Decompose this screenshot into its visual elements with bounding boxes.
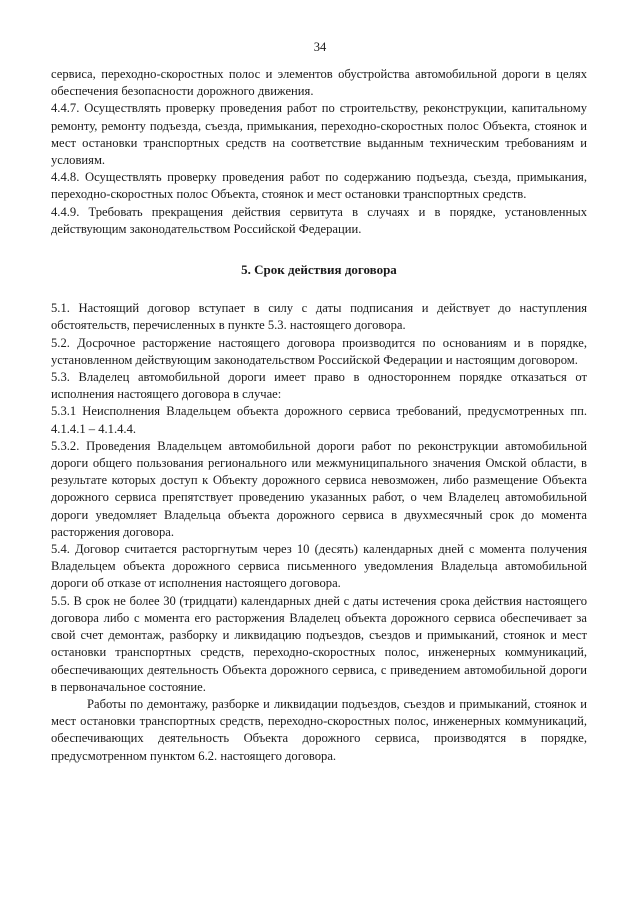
paragraph-5-1: 5.1. Настоящий договор вступает в силу с даты подписания и действует до наступления обстоятельств, перечисленных в пункте 5.3. настоящего договора. (51, 301, 587, 333)
paragraph-4-4-7: 4.4.7. Осуществлять проверку проведения работ по строительству, реконструкции, капитальному ремонту, ремонту подъезда, съезда, примыкания, переходно-скоростных полос Объекта, стоянок и мест остановки транспортных средств на соответствие выданным техническим требованиям и условиям. (51, 101, 587, 168)
document-body (51, 66, 587, 765)
paragraph-4-4-8: 4.4.8. Осуществлять проверку проведения работ по содержанию подъезда, съезда, примыкания, переходно-скоростных полос Объекта, стоянок и мест остановки транспортных средств. (51, 170, 587, 202)
paragraph-continuation: сервиса, переходно-скоростных полос и элементов обустройства автомобильной дороги в целях обеспечения безопасности дорожного движения. (51, 67, 587, 99)
section-heading: 5. Срок действия договора (241, 262, 397, 278)
paragraph-5-5: 5.5. В срок не более 30 (тридцати) календарных дней с даты истечения срока действия настоящего договора либо с момента его расторжения Владелец объекта дорожного сервиса обеспечивает за свой счет демонтаж, разборку и ликвидацию подъездов, съездов и примыканий, стоянок и мест остановки транспортных средств, переходно-скоростных полос, инженерных коммуникаций, обеспечивающих деятельность Объекта дорожного сервиса, с приведением автомобильной дороги в первоначальное состояние. (51, 593, 587, 694)
paragraph-5-3-2: 5.3.2. Проведения Владельцем автомобильной дороги работ по реконструкции автомобильной дороги общего пользования регионального или межмуниципального значения Омской области, в результате которых доступ к Объекту дорожного сервиса невозможен, либо размещение Объекта дорожного сервиса препятствует проведению указанных работ, о чем Владелец автомобильной дороги уведомляет Владельца объекта дорожного сервиса в двухмесячный срок до момента расторжения договора. (51, 438, 587, 539)
paragraph-dismantling-works: Работы по демонтажу, разборке и ликвидации подъездов, съездов и примыканий, стоянок и мест остановки транспортных средств, переходно-скоростных полос, инженерных коммуникаций, обеспечивающих деятельность Объекта дорожного сервиса, производятся в порядке, предусмотренном пунктом 6.2. настоящего договора. (51, 696, 587, 763)
paragraph-4-4-9: 4.4.9. Требовать прекращения действия сервитута в случаях и в порядке, установленных действующим законодательством Российской Федерации. (51, 204, 587, 236)
paragraph-5-3: 5.3. Владелец автомобильной дороги имеет право в одностороннем порядке отказаться от исполнения настоящего договора в случае: (51, 370, 587, 402)
paragraph-5-3-1: 5.3.1 Неисполнения Владельцем объекта дорожного сервиса требований, предусмотренных пп. 4.1.4.1 – 4.1.4.4. (51, 404, 587, 436)
page-number: 34 (313, 40, 327, 54)
paragraph-5-4: 5.4. Договор считается расторгнутым через 10 (десять) календарных дней с момента получения Владельцем объекта дорожного сервиса письменного уведомления Владельца автомобильной дороги об отказе от исполнения настоящего договора. (51, 542, 587, 591)
paragraph-5-2: 5.2. Досрочное расторжение настоящего договора производится по основаниям и в порядке, установленном действующим законодательством Российской Федерации и настоящим договором. (51, 335, 587, 367)
